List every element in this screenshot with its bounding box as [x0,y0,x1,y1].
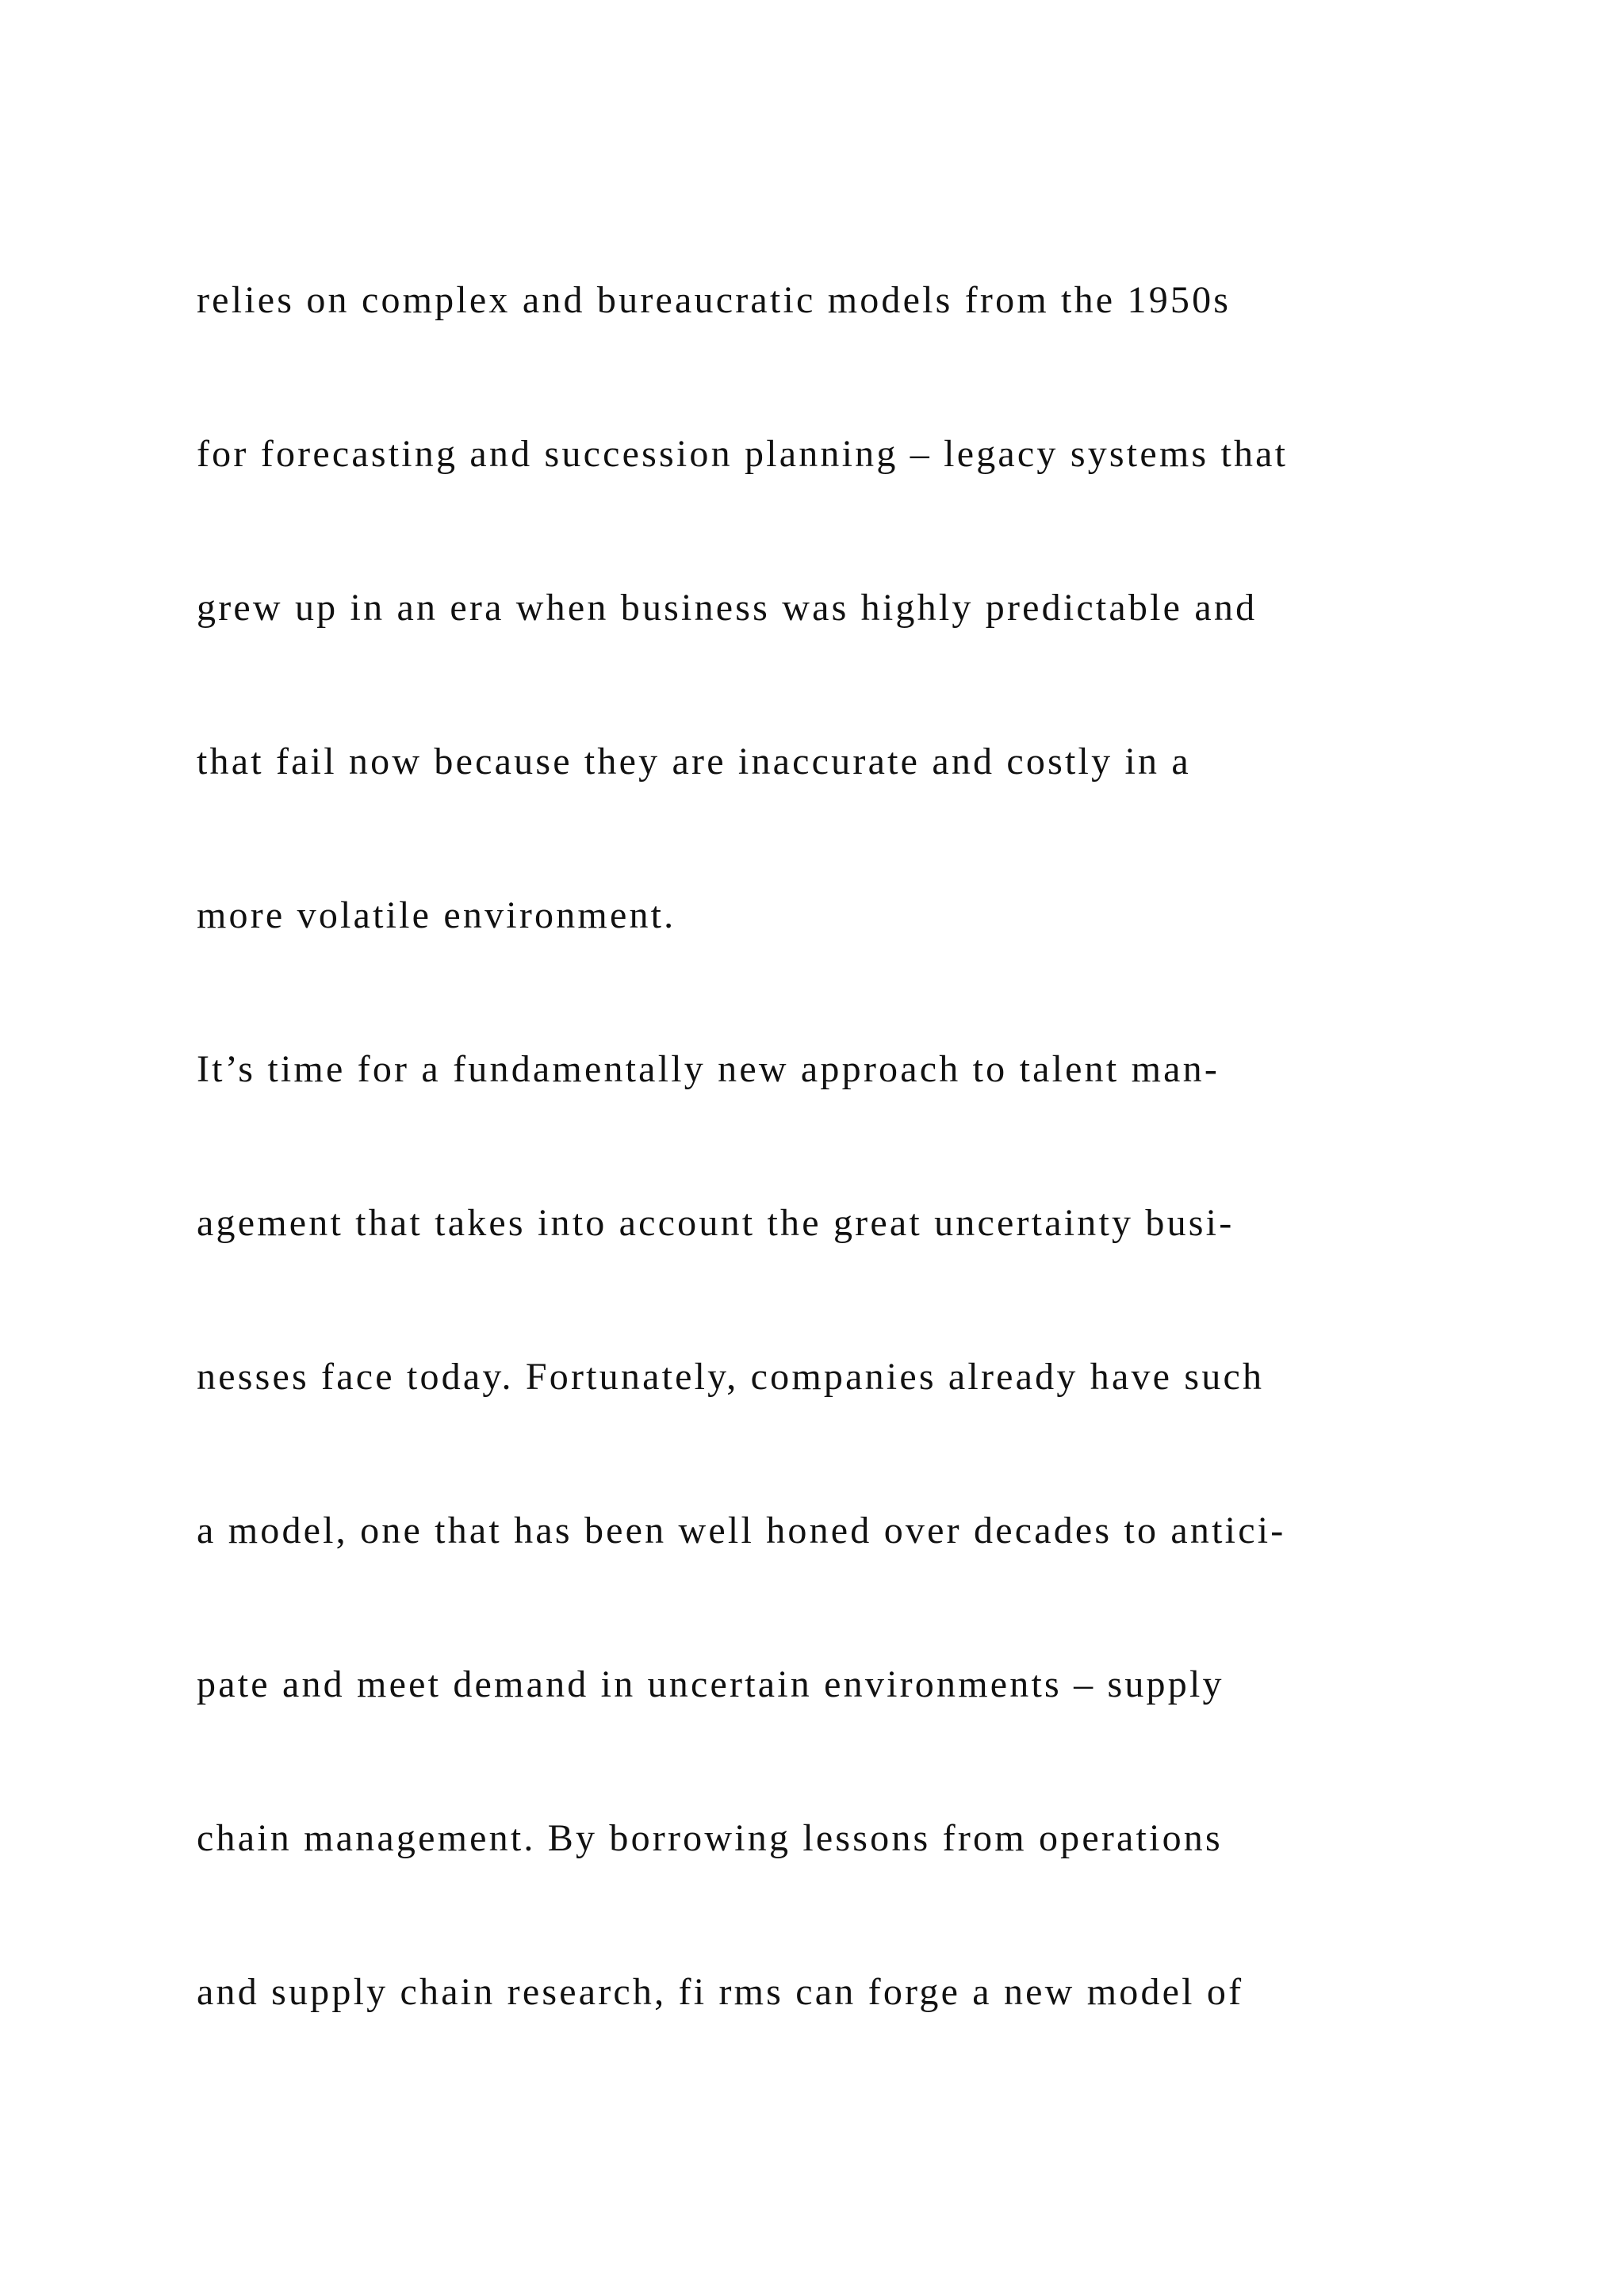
text-line: grew up in an era when business was highly predictable and [197,587,1258,629]
text-line: chain management. By borrowing lessons from operations [197,1817,1223,1859]
text-line: that fail now because they are inaccurate and costly in a [197,740,1191,783]
text-line: agement that takes into account the great uncertainty busi- [197,1202,1235,1244]
text-line: for forecasting and succession planning – legacy systems that [197,433,1289,475]
text-line: a model, one that has been well honed over decades to antici- [197,1510,1286,1552]
text-line: It’s time for a fundamentally new approach to talent man- [197,1048,1220,1090]
text-line: nesses face today. Fortunately, companies already have such [197,1356,1265,1398]
text-line: pate and meet demand in uncertain environments – supply [197,1663,1224,1705]
text-line: and supply chain research, fi rms can forge a new model of [197,1971,1244,2013]
text-line: relies on complex and bureaucratic models from the 1950s [197,279,1231,321]
text-line: more volatile environment. [197,894,676,936]
